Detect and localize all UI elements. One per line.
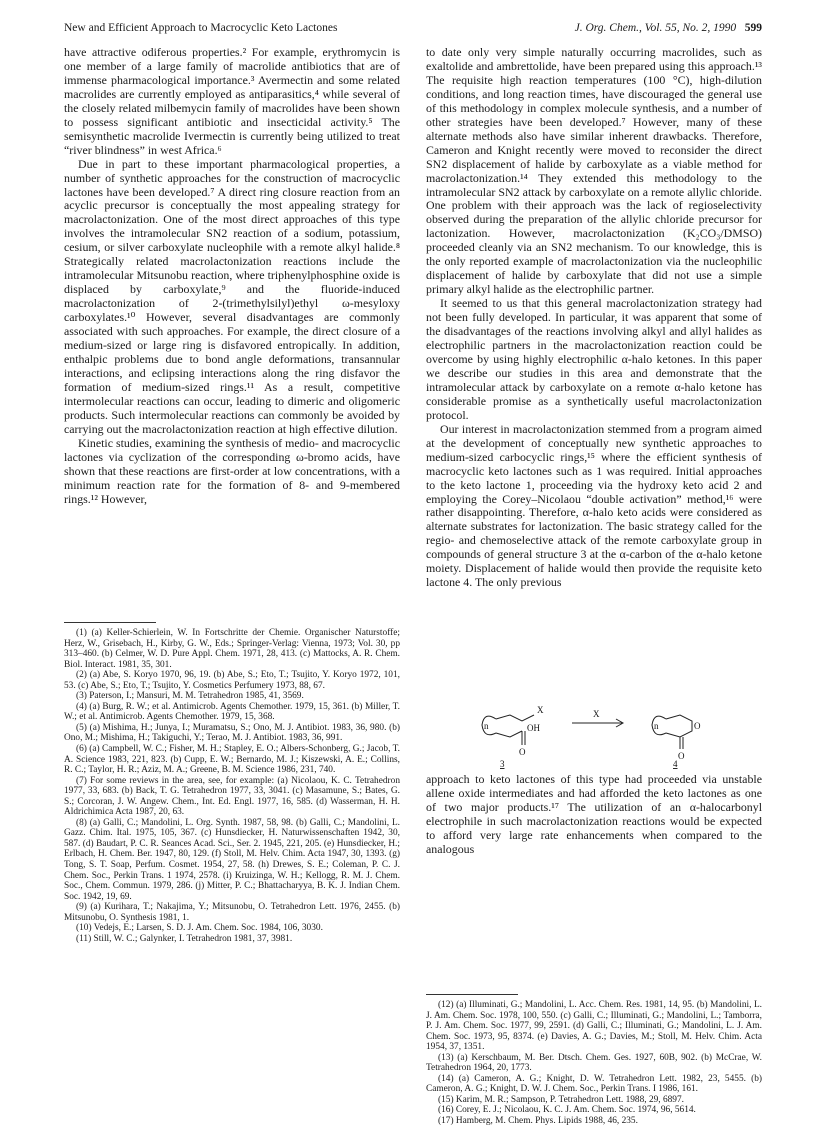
- paragraph: Our interest in macrolactonization stemmed from a program aimed at the development of conceptually new synthetic approaches to medium-sized carbocyclic rings,¹⁵ where the efficient synthesis of macrocyclic keto lactones such as 1 was required. Initial approaches to the keto lactone 1, proceeding via the hydroxy keto acid 2 and employing the Corey–Nicolaou “double activation” method,¹⁶ were rather disappointing. Therefore, α-halo keto acids were considered as alternate substrates for lactonization. The basic strategy called for the regio- and chemoselective attack of the remote carboxylate group in compounds of general structure 3 at the α-carbon of the α-halo ketone moiety. Displacement of halide would then provide the requisite keto lactone 4. The only previous: [426, 421, 762, 590]
- subscript-n-3: n: [484, 721, 489, 731]
- paragraph: to date only very simple naturally occurring macrolides, such as exaltolide and ambrettolide, have been prepared using this approach.¹³ The requisite high reaction temperatures (100 °C), high-dilution conditions, and long reaction times, have discouraged the general use of this methodology in complex molecule synthesis, and a number of other strategies have been developed.⁷ However, many of these alternate methods also have similar inherent drawbacks. Therefore, Cameron and Knight recently were moved to reconsider the direct SN2 displacement of halide by carboxylate as a viable method for macrolactonization.¹⁴ They extended this methodology to the intramolecular SN2 attack by carboxylate on a remote allylic chloride. One problem with their approach was the lack of regioselectivity observed during the preparation of the allylic chloride precursor for lactonization. However, macrolactonization (K₂CO₃/DMSO) proceeded cleanly via an SN2 mechanism. To our knowledge, this is the only reported example of macrolactonization via the nucleophilic displacement of halide by carboxylate that did not use a simple primary alkyl halide as the electrophilic partner.: [426, 45, 762, 297]
- reference-item: (12) (a) Illuminati, G.; Mandolini, L. Acc. Chem. Res. 1981, 14, 95. (b) Mandolini, L. J. Am. Chem. Soc. 1978, 100, 550. (c) Galli, C.; Illuminati, G.; Mandolini, L.; Tamborra, P. J. Am. Chem. Soc. 1977, 99, 2591. (d) Galli, C.; Illuminati, G.; Mandolini, L. J. Am. Chem. Soc. 1973, 95, 8374. (e) Davies, A. G.; Davies, M.; Stoll, M. Helv. Chim. Acta 1954, 37, 1351.: [426, 1000, 762, 1053]
- reference-item: (4) (a) Burg, R. W.; et al. Antimicrob. Agents Chemother. 1979, 15, 361. (b) Miller, T. W.; et al. Antimicrob. Agents Chemother. 1979, 15, 368.: [64, 701, 400, 723]
- references-right: [426, 1000, 762, 1127]
- reference-item: (5) (a) Mishima, H.; Junya, I.; Muramatsu, S.; Ono, M. J. Antibiot. 1983, 36, 980. (b) Ono, M.; Mishima, H.; Takiguchi, Y.; Terao, M. J. Antibiot. 1983, 36, 991.: [64, 722, 400, 744]
- references-left: [64, 628, 400, 944]
- running-header: [64, 22, 762, 38]
- ring-oxygen: O: [694, 721, 701, 731]
- right-column-continuation: [426, 773, 762, 857]
- compound-4-backbone: [666, 715, 692, 737]
- page-number: 599: [744, 22, 762, 34]
- reference-item: (11) Still, W. C.; Galynker, I. Tetrahedron 1981, 37, 3981.: [76, 933, 293, 944]
- reference-item: (14) (a) Cameron, A. G.; Knight, D. W. Tetrahedron Lett. 1982, 23, 5455. (b) Cameron, A. G.; Knight, D. W. J. Chem. Soc., Perkin Trans. I 1986, 161.: [426, 1073, 762, 1095]
- arrow-cross: X: [593, 709, 600, 719]
- journal-name: J. Org. Chem., Vol. 55, No. 2, 1990: [574, 22, 737, 34]
- paragraph: have attractive odiferous properties.² For example, erythromycin is one member of a large family of macrolide antibiotics that are of immense pharmacological importance.³ Avermectin and some related macrolides are currently employed as antiparasitics,⁴ while several of the closely related milbemycin family of macrolides have been shown to possess significant antibiotic and insecticidal activity.⁵ The semisynthetic macrolide Ivermectin is currently being utilized to treat “river blindness” in west Africa.⁶: [64, 45, 400, 157]
- running-title: New and Efficient Approach to Macrocyclic Keto Lactones: [64, 22, 338, 34]
- paragraph: Kinetic studies, examining the synthesis of medio- and macrocyclic lactones via cyclization of the corresponding ω-bromo acids, have shown that these reactions are first-order at low concentrations, with a minimum reaction rate for the formation of 8- and 9-membered rings.¹² However,: [64, 435, 400, 506]
- reference-item: (6) (a) Campbell, W. C.; Fisher, M. H.; Stapley, E. O.; Albers-Schonberg, G.; Jacob, T. A. Science 1983, 221, 823. (b) Cupp, E. W.; Bernardo, M. J.; Kiszewski, A. E.; Collins, R. C.; Taylor, H. R.; Aziz, M. A.; Greene, B. M. Science 1986, 231, 740.: [64, 744, 400, 776]
- paragraph: approach to keto lactones of this type had proceeded via unstable allene oxide intermediates and had afforded the keto lactones as one of two major products.¹⁷ The utilization of an α-halocarbonyl electrophile in such macrolactonization reactions would be expected to afford very large rate enhancements when compared to the analogous: [426, 772, 762, 856]
- reference-item: (2) (a) Abe, S. Koryo 1970, 96, 19. (b) Abe, S.; Eto, T.; Tsujito, Y. Koryo 1972, 101, 53. (c) Abe, S.; Eto, T.; Tsujito, Y. Cosmetics Perfumery 1973, 88, 67.: [64, 670, 400, 691]
- reference-item: (7) For some reviews in the area, see, for example: (a) Nicolaou, K. C. Tetrahedron 1977, 33, 683. (b) Back, T. G. Tetrahedron 1977, 33, 3041. (c) Masamune, S.; Bates, G. S.; Corcoran, J. W. Angew. Chem., Int. Ed. Engl. 1977, 16, 585. (d) Wasserman, H. H. Aldrichimica Acta 1987, 20, 63.: [64, 775, 400, 818]
- right-column-body: [426, 46, 762, 590]
- halogen-label: X: [537, 705, 544, 715]
- paragraph: Due in part to these important pharmacological properties, a number of synthetic approaches for the construction of macrocyclic lactones have been developed.⁷ A direct ring closure reaction from an acyclic precursor is conceptually the most appealing strategy for macrolactonization. One of the most direct approaches of this type involves the intramolecular SN2 reaction of a sodium, potassium, cesium, or silver carboxylate nucleophile with a remote alkyl halide.⁸ Strategically related macrolactonization reactions include the intramolecular Mitsunobu reaction, where triphenylphosphine oxide is displaced by carboxylate,⁹ and the fluoride-induced macrolactonization of 2-(trimethylsilyl)ethyl ω-mesyloxy carboxylates.¹⁰ However, several disadvantages are commonly associated with such approaches. For example, the direct closure of a medium-sized or large ring is disfavored entropically. In addition, enthalpic problems due to bond angle deformations, transannular interactions, and eclipsing interactions along the ring disfavor the formation of medium-sized rings.¹¹ As a result, competitive intermolecular reactions can occur, leading to dimeric and oligomeric products. Such intermolecular reactions can commonly be avoided by carrying out the macrolactonization reaction at high effective dilution.: [64, 156, 400, 436]
- carbonyl-o-3: O: [519, 747, 526, 757]
- footnote-divider: [64, 622, 156, 623]
- paragraph: It seemed to us that this general macrolactonization strategy had not been fully developed. In particular, it was apparent that some of the disadvantages of the reactions involving alkyl and allyl halides as electrophilic partners in the macrolactonization reaction could be overcome by using highly electrophilic α-halo ketones. In this paper we describe our studies in this area and demonstrate that the intramolecular attack by carboxylate on a remote α-halo ketone has considerable promise as a synthetically useful macrolactonization protocol.: [426, 296, 762, 422]
- reference-item: (8) (a) Galli, C.; Mandolini, L. Org. Synth. 1987, 58, 98. (b) Galli, C.; Mandolini, L. Gazz. Chim. Ital. 1975, 105, 367. (c) Hunsdiecker, H. Naturwissenschaften 1942, 30, 587. (d) Baudart, P. C. R. Seances Acad. Sci., Ser. 2. 1945, 221, 205. (e) Hunsdiecker, H.; Erlbach, H. Chem. Ber. 1947, 80, 129. (f) Stoll, M. Helv. Chim. Acta 1947, 30, 1393. (g) Tong, S. T. Soap, Perfum. Cosmet. 1954, 27, 58. (h) Drewes, S. E.; Coleman, P. C. J. Chem. Soc., Perkin Trans. 1 1974, 2578. (i) Kruizinga, W. H.; Kellogg, R. M. J. Chem. Soc., Chem. Commun. 1979, 286. (j) Mitter, P. C.; Bhattacharyya, B. K. J. Indian Chem. Soc. 1942, 19, 69.: [64, 817, 400, 902]
- reference-item: (10) Vedejs, E.; Larsen, S. D. J. Am. Chem. Soc. 1984, 106, 3030.: [76, 923, 323, 934]
- reference-item: (16) Corey, E. J.; Nicolaou, K. C. J. Am. Chem. Soc. 1974, 96, 5614.: [438, 1105, 696, 1116]
- reference-item: (3) Paterson, I.; Mansuri, M. M. Tetrahedron 1985, 41, 3569.: [76, 691, 304, 702]
- subscript-n-4: n: [654, 721, 659, 731]
- reference-item: (1) (a) Keller-Schierlein, W. In Fortschritte der Chemie. Organischer Naturstoffe; Herz, W., Grisebach, H., Kirby, G. W., Eds.; Springer-Verlag: Vienna, 1973; Vol. 30, pp 313–460. (b) Celmer, W. D. Pure Appl. Chem. 1971, 28, 413. (c) Mattocks, A. R. Chem. Biol. Interact. 1981, 35, 301.: [64, 628, 400, 670]
- carbonyl-o-4: O: [678, 751, 685, 761]
- reference-item: (9) (a) Kurihara, T.; Nakajima, Y.; Mitsunobu, O. Tetrahedron Lett. 1976, 2455. (b) Mitsunobu, O. Synthesis 1981, 1.: [64, 902, 400, 923]
- left-column-body: [64, 46, 400, 506]
- reference-item: (15) Karim, M. R.; Sampson, P. Tetrahedron Lett. 1988, 29, 6897.: [438, 1094, 684, 1105]
- reaction-scheme: [426, 697, 762, 769]
- reference-item: (17) Hamberg, M. Chem. Phys. Lipids 1988, 46, 235.: [438, 1116, 638, 1127]
- scheme-drawing: [426, 697, 762, 769]
- reference-item: (13) (a) Kerschbaum, M. Ber. Dtsch. Chem. Ges. 1927, 60B, 902. (b) McCrae, W. Tetrahedron 1964, 20, 1773.: [426, 1052, 762, 1074]
- compound-4-label: 4: [673, 759, 678, 769]
- hydroxyl-label: OH: [527, 723, 540, 733]
- journal-citation: [575, 22, 762, 34]
- compound-3-label: 3: [500, 759, 505, 769]
- footnote-divider-right: [426, 994, 518, 995]
